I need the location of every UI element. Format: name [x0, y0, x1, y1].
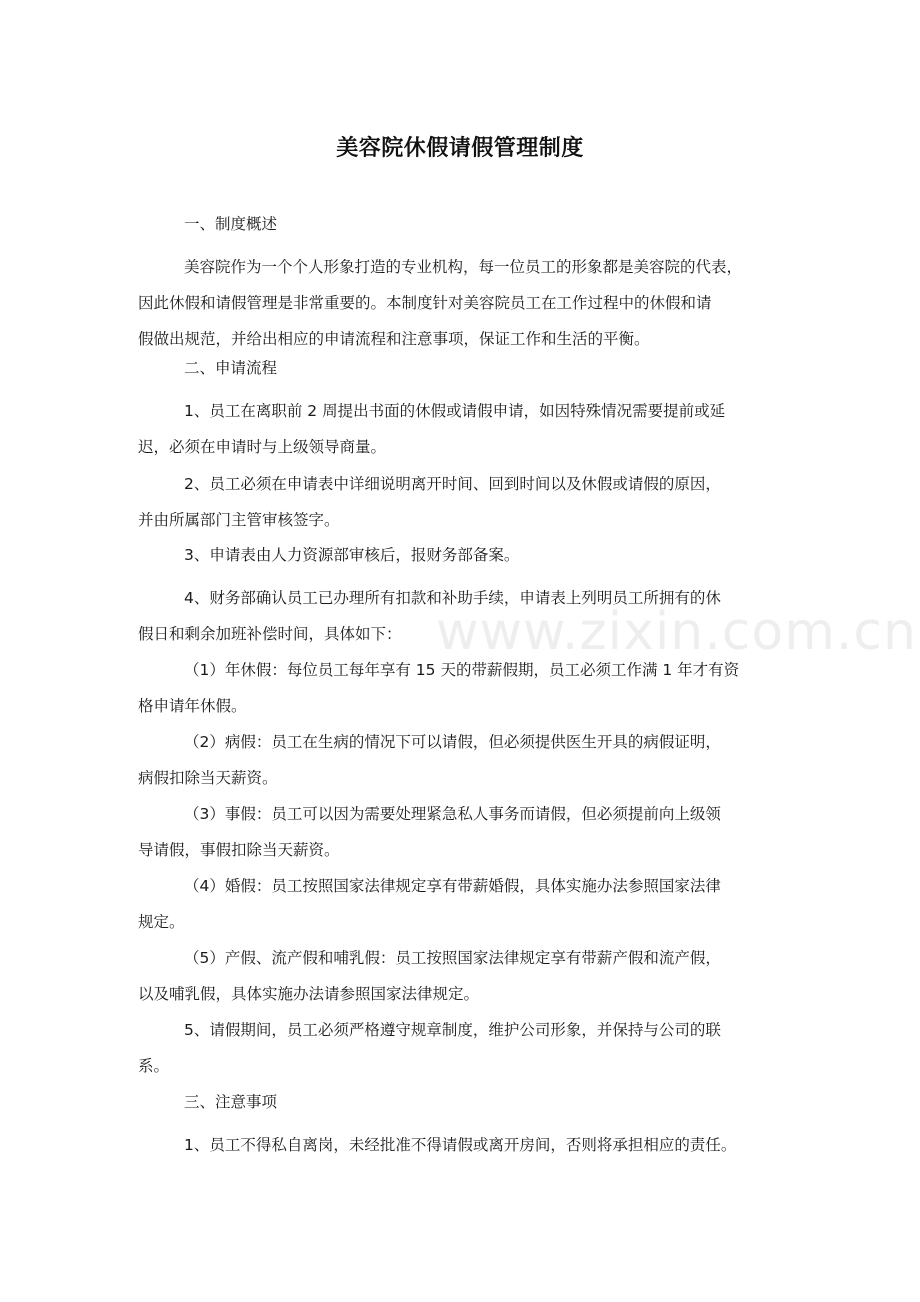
leave-type-maternity — [138, 940, 798, 1012]
process-item-5 — [138, 1012, 798, 1084]
paragraph-line: 假做出规范，并给出相应的申请流程和注意事项，保证工作和生活的平衡。 — [138, 330, 650, 348]
paragraph-line: （5）产假、流产假和哺乳假：员工按照国家法律规定享有带薪产假和流产假， — [184, 949, 721, 967]
paragraph-line: 迟，必须在申请时与上级领导商量。 — [138, 438, 387, 456]
paragraph-line: 1、员工不得私自离岗，未经批准不得请假或离开房间，否则将承担相应的责任。 — [184, 1136, 737, 1154]
paragraph-line: 4、财务部确认员工已办理所有扣款和补助手续，申请表上列明员工所拥有的休 — [184, 589, 721, 607]
paragraph-line: 5、请假期间，员工必须严格遵守规章制度，维护公司形象，并保持与公司的联 — [184, 1021, 721, 1039]
notes-item-1 — [138, 1127, 798, 1163]
paragraph-line: 2、员工必须在申请表中详细说明离开时间、回到时间以及休假或请假的原因， — [184, 475, 721, 493]
section-heading-overview — [138, 206, 798, 242]
paragraph-line: 导请假，事假扣除当天薪资。 — [138, 841, 340, 859]
heading-text: 三、注意事项 — [184, 1093, 278, 1111]
leave-type-sick — [138, 724, 798, 796]
paragraph-line: 以及哺乳假，具体实施办法请参照国家法律规定。 — [138, 985, 480, 1003]
paragraph-line: （1）年休假：每位员工每年享有 15 天的带薪假期，员工必须工作满 1 年才有资 — [184, 661, 740, 679]
paragraph-line: 1、员工在离职前 2 周提出书面的休假或请假申请，如因特殊情况需要提前或延 — [184, 402, 726, 420]
leave-type-personal — [138, 796, 798, 868]
paragraph-line: （2）病假：员工在生病的情况下可以请假，但必须提供医生开具的病假证明， — [184, 733, 721, 751]
section-heading-process — [138, 350, 798, 386]
process-item-3 — [138, 537, 798, 573]
heading-text: 二、申请流程 — [184, 359, 278, 377]
paragraph-line: 3、申请表由人力资源部审核后，报财务部备案。 — [184, 546, 520, 564]
process-item-4 — [138, 580, 798, 652]
leave-type-marriage — [138, 868, 798, 940]
leave-type-annual — [138, 652, 798, 724]
document-title: 美容院休假请假管理制度 — [336, 136, 584, 161]
paragraph-line: 系。 — [138, 1057, 170, 1075]
paragraph-line: 因此休假和请假管理是非常重要的。本制度针对美容院员工在工作过程中的休假和请 — [138, 294, 712, 312]
paragraph-line: 格申请年休假。 — [138, 697, 247, 715]
process-item-2 — [138, 466, 798, 538]
paragraph-line: 假日和剩余加班补偿时间，具体如下： — [138, 625, 402, 643]
heading-text: 一、制度概述 — [184, 215, 278, 233]
paragraph-line: （3）事假：员工可以因为需要处理紧急私人事务而请假，但必须提前向上级领 — [184, 805, 721, 823]
paragraph-line: （4）婚假：员工按照国家法律规定享有带薪婚假，具体实施办法参照国家法律 — [184, 877, 721, 895]
paragraph-line: 病假扣除当天薪资。 — [138, 769, 278, 787]
paragraph-line: 并由所属部门主管审核签字。 — [138, 511, 340, 529]
process-item-1 — [138, 393, 798, 465]
section-heading-notes — [138, 1084, 798, 1120]
paragraph-line: 美容院作为一个个人形象打造的专业机构，每一位员工的形象都是美容院的代表， — [184, 258, 743, 276]
paragraph-line: 规定。 — [138, 913, 185, 931]
paragraph-overview — [138, 249, 798, 357]
watermark-text: www.zixin.com.cn — [436, 602, 917, 662]
